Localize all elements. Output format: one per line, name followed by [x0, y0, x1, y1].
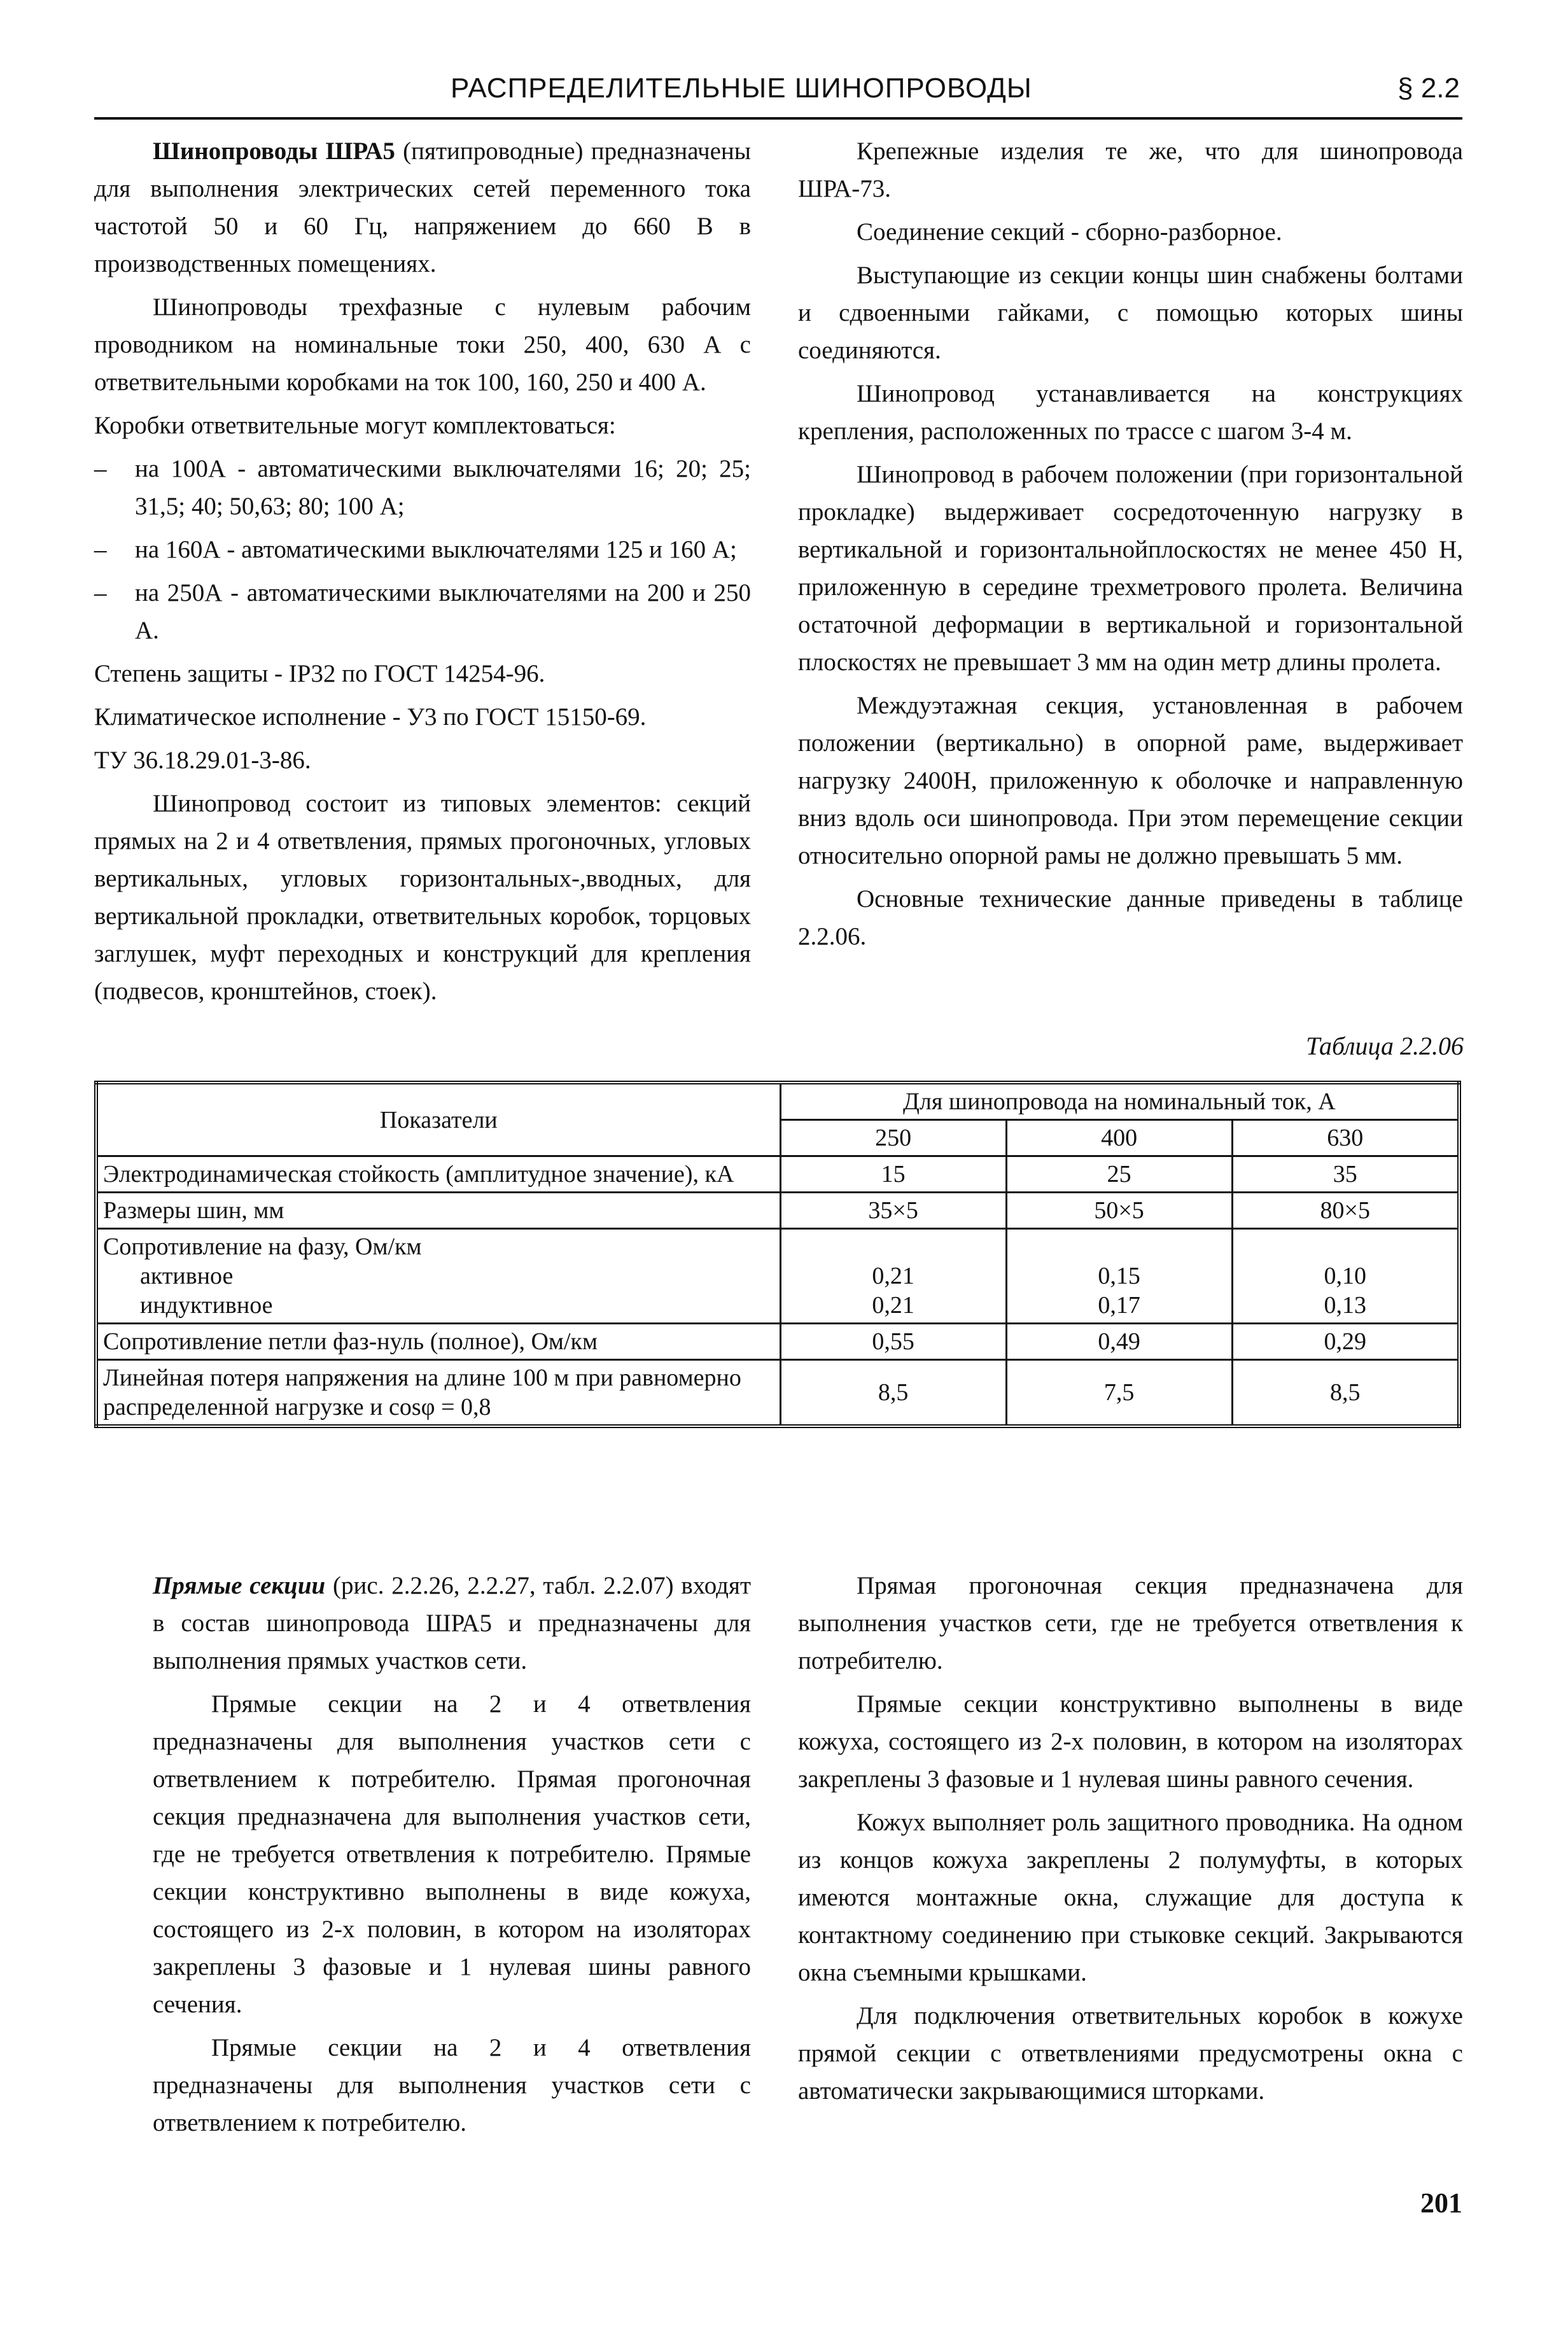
right-column-bottom	[798, 1567, 1463, 2115]
paragraph: Шинопроводы трехфазные с нулевым рабочим проводником на номинальные токи 250, 400, 630 А с ответвительными коробками на ток 100, 160, 250 и 400 А.	[94, 293, 751, 396]
cell: 0,10 0,13	[1232, 1229, 1459, 1324]
paragraph: Шинопровод состоит из типовых элементов: секций прямых на 2 и 4 ответвления, прямых прогоночных, угловых вертикальных, угловых горизонтальных-,вводных, для вертикальной прокладки, ответвительных коробок, торцовых заглушек, муфт переходных и конструкций для крепления (подвесов, кронштейнов, стоек).	[94, 790, 751, 1005]
paragraph: Прямые секции на 2 и 4 ответвления предназначены для выполнения участков сети с ответвлением к потребителю. Прямая прогоночная секция предназначена для выполнения участков сети, где не требуется ответвления к потребителю. Прямые секции конструктивно выполнены в виде кожуха, состоящего из 2-х половин, в котором на изоляторах закреплены 3 фазовые и 1 нулевая шины равного сечения.	[153, 1690, 751, 2018]
page-number: 201	[1420, 2187, 1462, 2219]
paragraph: ТУ 36.18.29.01-3-86.	[94, 747, 311, 774]
section-number: § 2.2	[1397, 73, 1460, 104]
table-row	[96, 1324, 1459, 1360]
table-row	[96, 1156, 1459, 1193]
technical-data-table	[94, 1081, 1461, 1428]
paragraph: Соединение секций - сборно-разборное.	[857, 218, 1282, 246]
paragraph: Прямая прогоночная секция предназначена для выполнения участков сети, где не требуется ответвления к потребителю.	[798, 1572, 1463, 1674]
term-straight-sections: Прямые секции	[153, 1572, 326, 1599]
cell: 0,21 0,21	[780, 1229, 1006, 1324]
current-header: 400	[1006, 1120, 1232, 1156]
table-row	[96, 1360, 1459, 1427]
row-label: Сопротивление петли фаз-нуль (полное), Ом/км	[96, 1324, 780, 1360]
paragraph: Прямые секции конструктивно выполнены в виде кожуха, состоящего из 2-х половин, в котором на изоляторах закреплены 3 фазовые и 1 нулевая шины равного сечения.	[798, 1690, 1463, 1793]
term-shra5: Шинопроводы ШРА5	[153, 137, 395, 165]
row-label: Сопротивление на фазу, Ом/км активное индуктивное	[96, 1229, 780, 1324]
page-header	[94, 71, 1462, 120]
paragraph: Прямые секции (рис. 2.2.26, 2.2.27, табл. 2.2.07) входят в состав шинопровода ШРА5 и предназначены для выполнения прямых участков сети.	[153, 1572, 751, 1674]
paragraph: Крепежные изделия те же, что для шинопровода ШРА-73.	[798, 137, 1463, 202]
cell: 0,55	[780, 1324, 1006, 1360]
paragraph: Междуэтажная секция, установленная в рабочем положении (вертикально) в опорной раме, выдерживает нагрузку 2400Н, приложенную к оболочке и направленную вниз вдоль оси шинопровода. При этом перемещение секции относительно опорной рамы не должно превышать 5 мм.	[798, 692, 1463, 869]
paragraph: Прямые секции на 2 и 4 ответвления предназначены для выполнения участков сети с ответвлением к потребителю.	[153, 2034, 751, 2136]
cell: 15	[780, 1156, 1006, 1193]
row-label: Электродинамическая стойкость (амплитудное значение), кА	[96, 1156, 780, 1193]
cell: 0,29	[1232, 1324, 1459, 1360]
sub-label-inductive: индуктивное	[140, 1292, 273, 1319]
cell: 80×5	[1232, 1193, 1459, 1229]
paragraph: Шинопровод в рабочем положении (при горизонтальной прокладке) выдерживает сосредоточенную нагрузку в вертикальной и горизонтальнойплоскостях не менее 450 Н, приложенную в середине трехметрового пролета. Величина остаточной деформации в вертикальной и горизонтальной плоскостях не превышает 3 мм на один метр длины пролета.	[798, 461, 1463, 676]
list-item: – на 250А - автоматическими выключателями на 200 и 250 А.	[94, 579, 751, 644]
cell: 8,5	[780, 1360, 1006, 1427]
paragraph: Степень защиты - IP32 по ГОСТ 14254-96.	[94, 660, 545, 687]
table-header-row	[96, 1083, 1459, 1120]
list-item: – на 100А - автоматическими выключателями 16; 20; 25; 31,5; 40; 50,63; 80; 100 А;	[94, 455, 751, 520]
paragraph: Коробки ответвительные могут комплектоваться:	[94, 412, 616, 439]
current-header: 250	[780, 1120, 1006, 1156]
cell: 35	[1232, 1156, 1459, 1193]
current-header: 630	[1232, 1120, 1459, 1156]
paragraph: Шинопровод устанавливается на конструкциях крепления, расположенных по трассе с шагом 3-4 м.	[798, 380, 1463, 445]
cell: 8,5	[1232, 1360, 1459, 1427]
running-title: РАСПРЕДЕЛИТЕЛЬНЫЕ ШИНОПРОВОДЫ	[451, 73, 1032, 104]
cell: 0,49	[1006, 1324, 1232, 1360]
paragraph: Для подключения ответвительных коробок в кожухе прямой секции с ответвлениями предусмотрены окна с автоматически закрывающимися шторками.	[798, 2002, 1463, 2105]
right-column-top	[798, 132, 1463, 961]
table-row	[96, 1193, 1459, 1229]
cell: 50×5	[1006, 1193, 1232, 1229]
row-label: Линейная потеря напряжения на длине 100 м при равномерно распределенной нагрузке и cosφ = 0,8	[96, 1360, 780, 1427]
paragraph: Климатическое исполнение - У3 по ГОСТ 15150-69.	[94, 703, 647, 731]
left-column-bottom	[153, 1567, 751, 2147]
paragraph: Шинопроводы ШРА5 (пятипроводные) предназначены для выполнения электрических сетей переменного тока частотой 50 и 60 Гц, напряжением до 660 В в производственных помещениях.	[94, 137, 751, 277]
cell: 0,15 0,17	[1006, 1229, 1232, 1324]
table-caption: Таблица 2.2.06	[1306, 1032, 1464, 1060]
cell: 25	[1006, 1156, 1232, 1193]
paragraph: Выступающие из секции концы шин снабжены болтами и сдвоенными гайками, с помощью которых шины соединяются.	[798, 262, 1463, 364]
cell: 35×5	[780, 1193, 1006, 1229]
list-item: – на 160А - автоматическими выключателями 125 и 160 А;	[94, 536, 737, 563]
left-column-top	[94, 132, 751, 1016]
column-group-header: Для шинопровода на номинальный ток, А	[780, 1083, 1459, 1120]
cell: 7,5	[1006, 1360, 1232, 1427]
row-label: Размеры шин, мм	[96, 1193, 780, 1229]
sub-label-active: активное	[140, 1263, 234, 1289]
table-row	[96, 1229, 1459, 1324]
paragraph: Основные технические данные приведены в таблице 2.2.06.	[798, 885, 1463, 950]
column-header-indicators: Показатели	[96, 1083, 780, 1156]
paragraph: Кожух выполняет роль защитного проводника. На одном из концов кожуха закреплены 2 полумуфты, в которых имеются монтажные окна, служащие для доступа к контактному соединению при стыковке секций. Закрываются окна съемными крышками.	[798, 1809, 1463, 1986]
